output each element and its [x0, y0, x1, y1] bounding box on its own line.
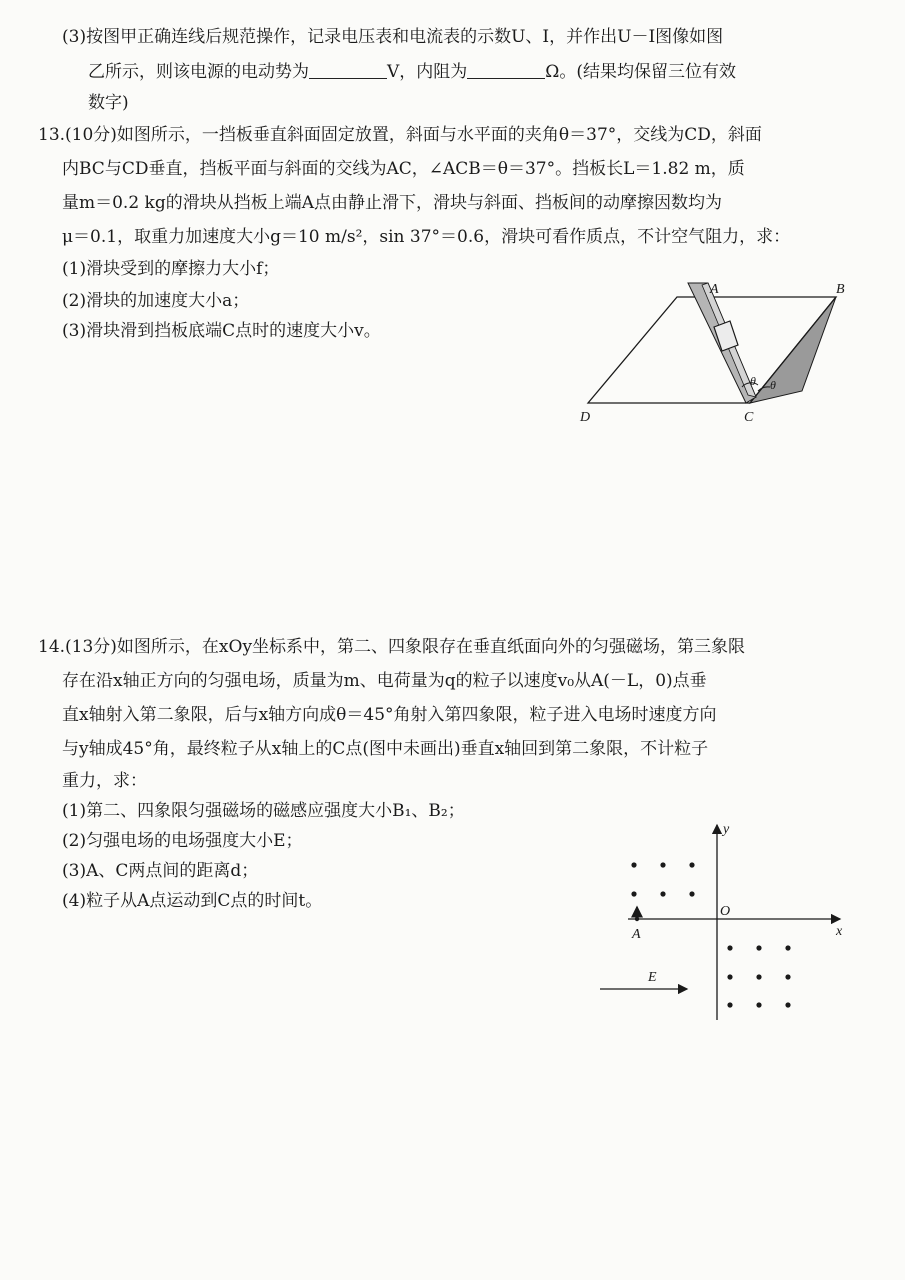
q14-stem-line-5: 重力，求：	[62, 771, 147, 791]
q14-stem-line-3: 直x轴射入第二象限，后与x轴方向成θ＝45°角射入第四象限，粒子进入电场时速度方向	[62, 705, 717, 725]
label-O: O	[720, 904, 731, 919]
q14-question-4: (4)粒子从A点运动到C点的时间t。	[62, 891, 323, 911]
label-A: A	[710, 282, 719, 297]
q12-part3-line1: (3)按图甲正确连线后规范操作，记录电压表和电流表的示数U、I，并作出U－I图像如图	[62, 27, 724, 47]
q13-incline-figure	[570, 275, 860, 430]
label-D: D	[580, 410, 591, 425]
q12-part3-line2	[88, 60, 736, 83]
q12-emf-text: 乙所示，则该电源的电动势为	[88, 62, 309, 82]
label-y: y	[723, 822, 730, 837]
label-A: A	[632, 927, 641, 942]
quadrant-4-field-dots	[727, 945, 790, 1007]
label-C: C	[744, 410, 754, 425]
emf-answer-blank[interactable]	[309, 60, 387, 79]
slider-block	[714, 321, 738, 351]
q13-question-2: (2)滑块的加速度大小a；	[62, 291, 250, 311]
q14-stem-line-4: 与y轴成45°角，最终粒子从x轴上的C点(图中未画出)垂直x轴回到第二象限，不计粒子	[62, 739, 709, 759]
q13-question-1: (1)滑块受到的摩擦力大小f；	[62, 259, 280, 279]
q14-question-2: (2)匀强电场的电场强度大小E；	[62, 831, 303, 851]
point-A	[635, 917, 639, 921]
q12-part3-line3: 数字)	[88, 93, 129, 113]
q13-stem-line-1: 13.(10分)如图所示，一挡板垂直斜面固定放置，斜面与水平面的夹角θ＝37°，交线为CD，斜面	[38, 125, 762, 145]
q14-question-3: (3)A、C两点间的距离d；	[62, 861, 259, 881]
q13-question-3: (3)滑块滑到挡板底端C点时的速度大小v。	[62, 321, 381, 341]
q13-stem-line-3: 量m＝0.2 kg的滑块从挡板上端A点由静止滑下，滑块与斜面、挡板间的动摩擦因数均为	[62, 193, 723, 213]
label-E: E	[648, 970, 657, 985]
q13-stem-line-4: μ＝0.1，取重力加速度大小g＝10 m/s²，sin 37°＝0.6，滑块可看作质点，不计空气阻力，求：	[62, 227, 791, 247]
label-x: x	[836, 924, 843, 939]
resistance-answer-blank[interactable]	[467, 60, 545, 79]
label-theta-1: θ	[750, 374, 756, 388]
q13-stem-line-2: 内BC与CD垂直，挡板平面与斜面的交线为AC，∠ACB＝θ＝37°。挡板长L＝1.82 m，质	[62, 159, 745, 179]
q12-resistance-text: V，内阻为	[387, 62, 468, 82]
quadrant-2-field-dots	[631, 862, 694, 896]
label-B: B	[836, 282, 845, 297]
q14-stem-line-1: 14.(13分)如图所示，在xOy坐标系中，第二、四象限存在垂直纸面向外的匀强磁场，第三象限	[38, 637, 746, 657]
q14-question-1: (1)第二、四象限匀强磁场的磁感应强度大小B₁、B₂；	[62, 801, 465, 821]
q12-precision-note: Ω。(结果均保留三位有效	[545, 62, 737, 82]
q14-field-figure	[590, 815, 860, 1030]
label-theta-2: θ	[770, 378, 776, 392]
q14-stem-line-2: 存在沿x轴正方向的匀强电场，质量为m、电荷量为q的粒子以速度v₀从A(－L，0)点垂	[62, 671, 707, 691]
